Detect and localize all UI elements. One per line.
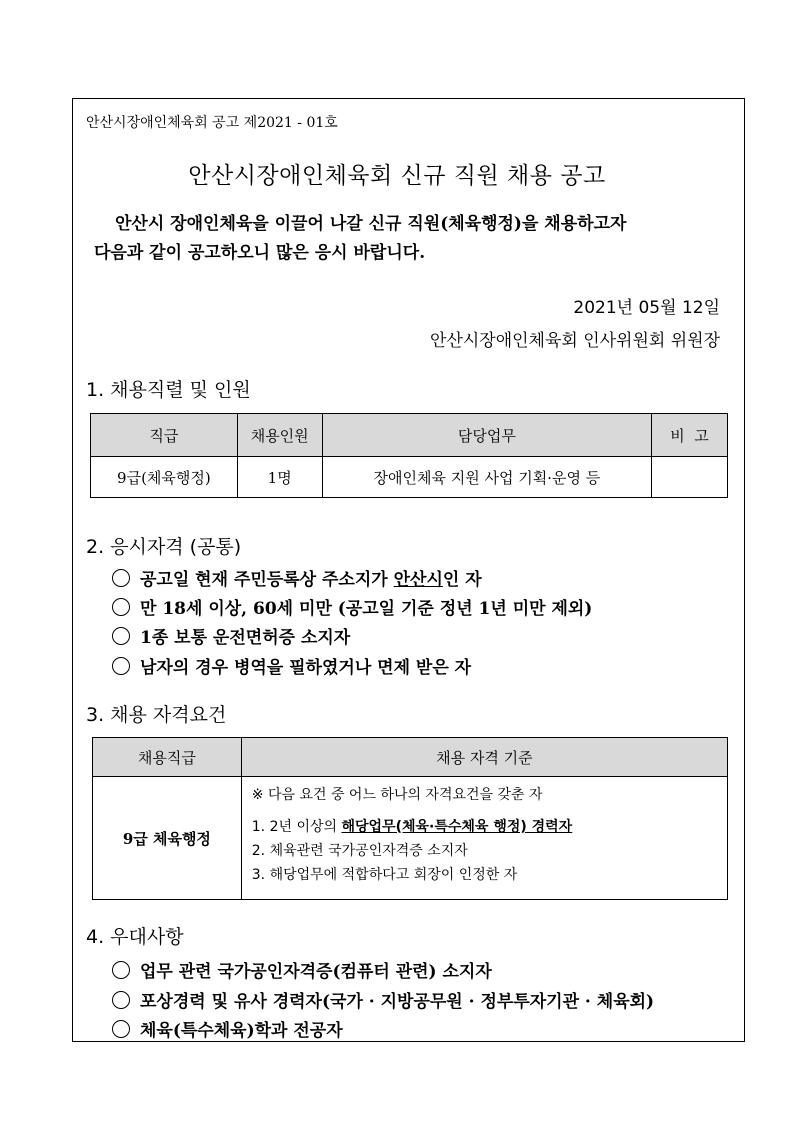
list-item: 업무 관련 국가공인자격증(컴퓨터 관련) 소지자 [112,957,492,982]
section-2-heading: 2. 응시자격 (공통) [86,536,242,558]
circle-bullet-icon [112,569,130,587]
table-row [91,457,728,498]
criteria-note: ※ 다음 요건 중 어느 하나의 자격요건을 갖춘 자 [251,787,543,803]
cell-criteria [241,777,727,900]
qualification-table [92,737,728,900]
section-1-heading: 1. 채용직렬 및 인원 [86,379,251,401]
circle-bullet-icon [112,961,130,979]
cell-headcount: 1명 [237,457,322,498]
cell-remarks [652,457,728,498]
position-table [90,413,728,498]
circle-bullet-icon [112,991,130,1009]
header-remarks: 비 고 [652,414,728,457]
list-item: 1종 보통 운전면허증 소지자 [112,623,350,648]
circle-bullet-icon [112,1020,130,1038]
list-item: 포상경력 및 유사 경력자(국가 · 지방공무원 · 정부투자기관 · 체육회) [112,987,654,1012]
intro-line-1: 안산시 장애인체육을 이끌어 나갈 신규 직원(체육행정)을 채용하고자 [115,214,627,234]
circle-bullet-icon [112,598,130,616]
issuer: 안산시장애인체육회 인사위원회 위원장 [430,331,720,351]
header-duty: 담당업무 [322,414,651,457]
list-item: 만 18세 이상, 60세 미만 (공고일 기준 정년 1년 미만 제외) [112,594,592,619]
cell-grade: 9급 체육행정 [93,777,242,900]
header-grade: 직급 [91,414,238,457]
list-item: 남자의 경우 병역을 필하였거나 면제 받은 자 [112,653,471,678]
intro-line-2: 다음과 같이 공고하오니 많은 응시 바랍니다. [94,243,426,263]
section-4-heading: 4. 우대사항 [86,926,184,948]
table-row [93,777,728,900]
header-criteria: 채용 자격 기준 [241,738,727,777]
table-header-row [91,414,728,457]
section-3-heading: 3. 채용 자격요건 [86,704,227,726]
criteria-item: 3. 해당업무에 적합하다고 회장이 인정한 자 [251,867,518,883]
criteria-item: 1. 2년 이상의 해당업무(체육·특수체육 행정) 경력자 [251,819,573,835]
table-header-row [93,738,728,777]
notice-number: 안산시장애인체육회 공고 제2021 - 01호 [86,115,338,131]
cell-grade: 9급(체육행정) [91,457,238,498]
criteria-item: 2. 체육관련 국가공인자격증 소지자 [251,843,468,859]
list-item: 체육(특수체육)학과 전공자 [112,1016,343,1041]
circle-bullet-icon [112,627,130,645]
header-grade: 채용직급 [93,738,242,777]
cell-duty: 장애인체육 지원 사업 기획·운영 등 [322,457,651,498]
underlined-city: 안산시 [393,570,443,590]
notice-date: 2021년 05월 12일 [573,298,720,318]
page-title: 안산시장애인체육회 신규 직원 채용 공고 [188,163,606,189]
header-headcount: 채용인원 [237,414,322,457]
list-item: 공고일 현재 주민등록상 주소지가 안산시인 자 [112,565,482,590]
circle-bullet-icon [112,657,130,675]
criteria-emphasis: 해당업무(체육·특수체육 행정) 경력자 [341,819,573,835]
